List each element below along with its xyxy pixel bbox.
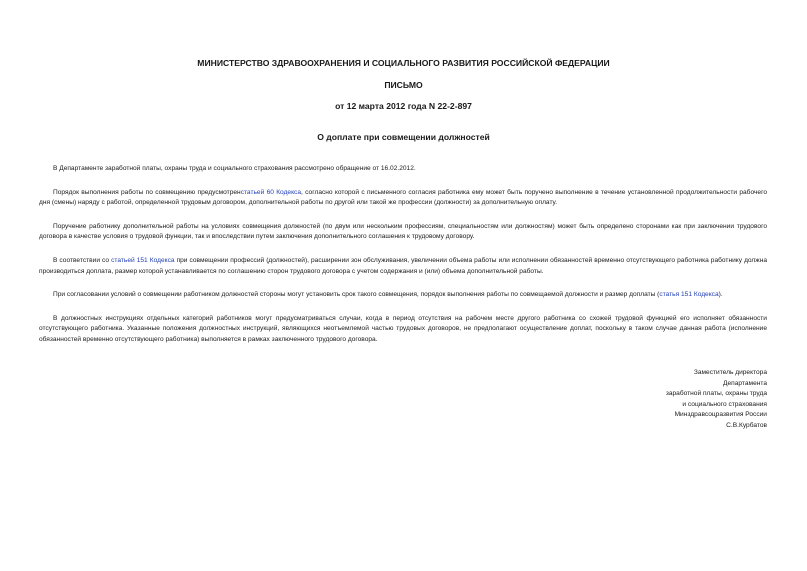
document-date-number: от 12 марта 2012 года N 22-2-897 <box>335 101 472 111</box>
paragraph-1: В Департаменте заработной платы, охраны труда и социального страхования рассмотрено обращение от 16.02.2012. <box>53 165 416 172</box>
paragraph-5 <box>39 290 767 301</box>
signature-line-2: Департамента <box>723 379 767 387</box>
signature-line-4: и социального страхования <box>682 400 767 408</box>
signature-line-3: заработной платы, охраны труда <box>665 390 767 398</box>
document-body <box>39 164 767 359</box>
paragraph-4-text-a: В соответствии со <box>53 256 112 264</box>
article-151-link[interactable]: статьей 151 Кодекса <box>111 256 175 264</box>
signature-line-5: Минздравсоцразвития России <box>674 411 767 419</box>
paragraph-4 <box>39 256 767 277</box>
ministry-heading: МИНИСТЕРСТВО ЗДРАВООХРАНЕНИЯ И СОЦИАЛЬНОГО РАЗВИТИЯ РОССИЙСКОЙ ФЕДЕРАЦИИ <box>197 58 610 68</box>
article-151-link-2[interactable]: статья 151 Кодекса <box>659 291 719 299</box>
article-60-link[interactable]: статьей 60 Кодекса <box>240 188 302 196</box>
document-type-heading: ПИСЬМО <box>384 80 423 90</box>
signature-line-1: Заместитель директора <box>693 369 767 376</box>
paragraph-2 <box>39 188 767 209</box>
paragraph-3: Поручение работнику дополнительной работы на условиях совмещения должностей (по двум или нескольким профессиям, специальностям или должностям) может быть определено сторонами как при заключении трудового договора в качестве условия о трудовой функции, так и впоследствии путем заключения дополнительного соглашения к трудовому договору. <box>39 222 767 241</box>
paragraph-6: В должностных инструкциях отдельных категорий работников могут предусматриваться случаи, когда в период отсутствия на рабочем месте другого работника со схожей трудовой функцией его исполняет обязанности отсутствующего работника. Указанные положения должностных инструкций, являющихся неотъемлемой частью трудовых договоров, не предполагают осуществление доплат, поскольку в таком случае данная работа (исполнение обязанностей временно отсутствующего работника) выполняется в рамках заключенного трудового договора. <box>39 314 767 343</box>
paragraph-2-text-a: Порядок выполнения работы по совмещению предусмотрен <box>53 188 241 196</box>
paragraph-2-text-b: , согласно которой с письменного согласия работника ему может быть поручено выполнение в течение установленной продолжительности рабочего дня (смены) наряду с работой, определенной трудовым договором, дополнительной работы по другой или такой же профессии (должности) за дополнительную оплату. <box>39 188 768 207</box>
paragraph-4-text-b: при совмещении профессий (должностей), расширении зон обслуживания, увеличении объема работы или исполнении обязанностей временно отсутствующего работника работнику должна производиться доплата, размер которой устанавливается по соглашению сторон трудового договора с учетом содержания и (или) объема дополнительной работы. <box>39 256 767 275</box>
signature-name: С.В.Курбатов <box>726 421 767 429</box>
paragraph-5-text-a: При согласовании условий о совмещении работником должностей стороны могут установить срок такого совмещения, порядок выполнения работы по совмещаемой должности и размер доплаты ( <box>53 291 660 299</box>
paragraph-5-text-b: ). <box>718 291 723 299</box>
signature-block <box>666 368 767 432</box>
document-subject: О доплате при совмещении должностей <box>317 132 490 142</box>
